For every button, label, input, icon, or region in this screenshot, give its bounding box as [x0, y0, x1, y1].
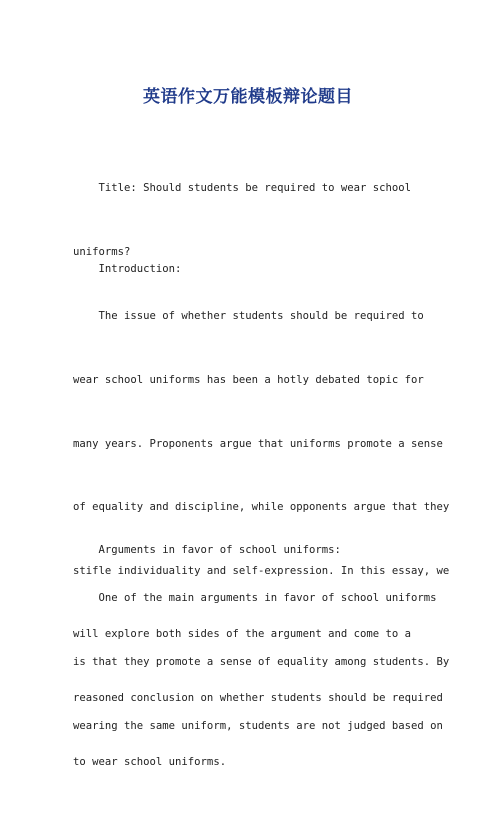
paragraph-line: is that they promote a sense of equality among students. By [73, 656, 450, 668]
paragraph-line: The issue of whether students should be required to [73, 310, 424, 323]
paragraph-line: wear school uniforms has been a hotly debated topic for [73, 374, 424, 386]
essay-title-line: uniforms? [73, 246, 131, 258]
paragraph-line: wearing the same uniform, students are not judged based on [73, 719, 443, 732]
document-title: 英语作文万能模板辩论题目 [143, 87, 353, 107]
paragraph-line: reasoned conclusion on whether students should be required [73, 691, 443, 704]
paragraph-line: One of the main arguments in favor of school uniforms [73, 592, 437, 605]
paragraph-line: to wear school uniforms. [73, 755, 227, 768]
heading-line: Introduction: [73, 263, 182, 276]
paragraph-line: stifle individuality and self-expression. In this essay, we [73, 564, 450, 577]
paragraph-line: of equality and discipline, while opponents argue that they [73, 501, 450, 514]
paragraph-line: many years. Proponents argue that uniforms promote a sense [73, 437, 443, 450]
heading-line: Arguments in favor of school uniforms: [73, 544, 341, 557]
paragraph-line: will explore both sides of the argument and come to a [73, 628, 412, 641]
arguments-paragraph [73, 546, 450, 779]
essay-title-line: Title: Should students be required to wear school [73, 182, 412, 195]
